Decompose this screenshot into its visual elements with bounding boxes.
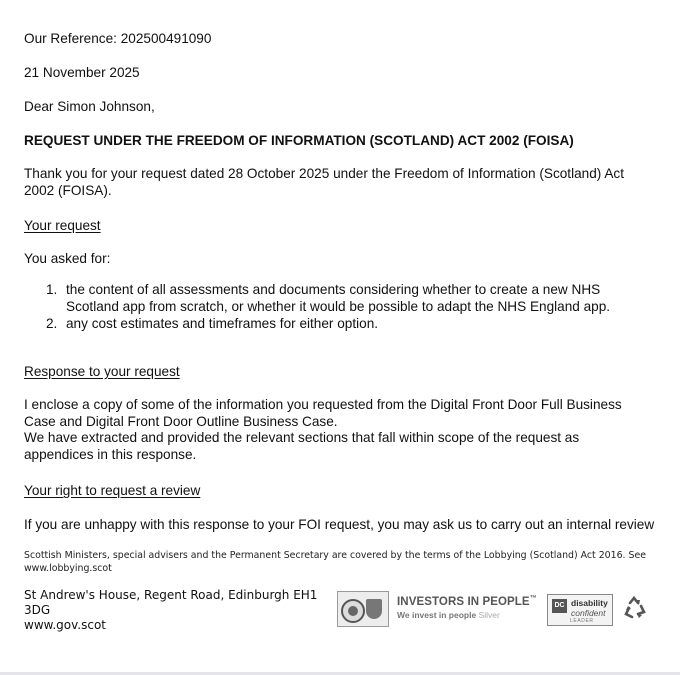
investors-title: INVESTORS IN PEOPLE (397, 595, 530, 608)
list-item (24, 316, 664, 333)
list-number: 1. (46, 282, 58, 297)
response-line: appendices in this response. (24, 446, 197, 462)
disability-confident-logo (547, 594, 613, 626)
list-item-line: Scotland app from scratch, or whether it would be possible to adapt the NHS England app. (66, 298, 611, 314)
response-line: We have extracted and provided the relevant sections that fall within scope of the request as (24, 430, 580, 445)
response-line: I enclose a copy of some of the information you requested from the Digital Front Door Full Business (24, 397, 622, 412)
review-heading: Your right to request a review (24, 483, 201, 498)
investors-level: Silver (478, 609, 500, 620)
investors-in-people-logo (397, 595, 537, 620)
disability-line2: confident (571, 608, 606, 618)
investors-tagline: We invest in people (397, 609, 477, 620)
recycle-icon (622, 595, 648, 621)
your-request-heading: Your request (24, 218, 101, 233)
intro-line: 2002 (FOISA). (24, 182, 112, 198)
asked-for-label: You asked for: (24, 251, 111, 266)
accreditation-logos (337, 591, 655, 627)
list-item (24, 282, 664, 315)
trademark: ™ (529, 595, 537, 602)
letter-date: 21 November 2025 (24, 65, 140, 80)
disability-line1: disability (571, 598, 608, 608)
crest-seal-icon (337, 591, 389, 627)
list-number: 2. (46, 316, 58, 331)
address-line: 3DG (24, 603, 51, 617)
reference: Our Reference: 202500491090 (24, 31, 212, 46)
letter-title: REQUEST UNDER THE FREEDOM OF INFORMATION (SCOTLAND) ACT 2002 (FOISA) (24, 133, 574, 148)
lobbying-footnote (24, 550, 664, 575)
address-block (24, 588, 324, 633)
response-paragraph (24, 397, 664, 463)
disability-mark: DC (552, 599, 567, 613)
address-line: St Andrew's House, Regent Road, Edinburgh EH1 (24, 588, 318, 602)
footnote-line: Scottish Ministers, special advisers and the Permanent Secretary are covered by the terms of the Lobbying (Scotland) Act 2016. See (24, 550, 647, 561)
review-text: If you are unhappy with this response to your FOI request, you may ask us to carry out an internal review (24, 517, 655, 532)
salutation: Dear Simon Johnson, (24, 99, 155, 114)
list-item-line: any cost estimates and timeframes for either option. (66, 316, 379, 331)
intro-line: Thank you for your request dated 28 October 2025 under the Freedom of Information (Scotland) Act (24, 166, 624, 181)
list-item-line: the content of all assessments and documents considering whether to create a new NHS (66, 282, 601, 297)
response-heading: Response to your request (24, 364, 180, 379)
disability-line3: LEADER (570, 618, 594, 624)
intro-paragraph (24, 166, 664, 199)
response-line: Case and Digital Front Door Outline Business Case. (24, 413, 338, 429)
request-list (24, 282, 664, 334)
website-link[interactable]: www.gov.scot (24, 618, 106, 632)
footnote-line: www.lobbying.scot (24, 562, 112, 574)
